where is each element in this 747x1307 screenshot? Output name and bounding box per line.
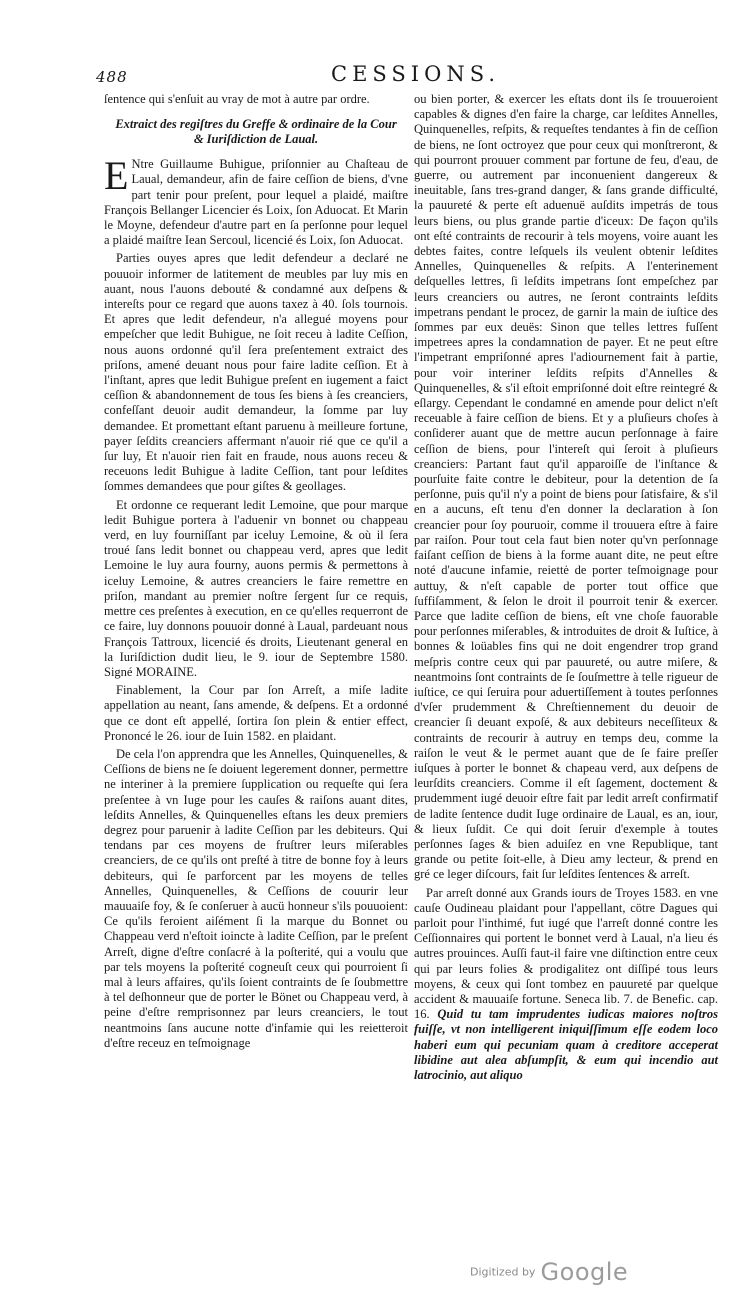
paragraph: Finablement, la Cour par ſon Arreſt, a miſe ladite appellation au neant, ſans amende, & deſpens. Et a ordonné que ce dont eſt appellé, ſortira ſon plein & entier effect, Prononcé le 26. iour de Iuin 1582. en plaidant. (104, 683, 408, 743)
paragraph: Parties ouyes apres que ledit defendeur a declaré ne pouuoir informer de latitement de meubles par luy mis en auant, nous l'auons debouté & condamné aux deſpens & intereſts pour ce regard que auons taxez à 40. ſols tournois. Et apres que ledit defendeur, n'a allegué moyens pour empeſcher que ledit Buhigue, ne ſoit receu à ladite Ceſſion, nous auons ordonné qu'il ſera preſentement extraict des priſons, amené deuant nous pour faire ladite ceſſion. Et à l'inſtant, apres que ledit Buhigue preſent en iugement a faict ceſſion & abandonnement de tous ſes biens à ſes creanciers, confeſſant deuoir audit demandeur, la ſomme par luy demandee. Et promettant eſtant paruenu à meilleure fortune, payer ſeſdits creanciers affermant n'auoir rié que ce qu'il a ſur luy, Et n'auoir rien fait en fraude, nous auons receu & receuons ledit Buhigue à ladite Ceſſion, tant pour leſdites ſommes demandees que pour giſtes & geollages. (104, 251, 408, 494)
latin-quotation: Quid tu tam imprudentes iudicas maiores noſtros fuiſſe, vt non intelligerent iniquiſſimum eſſe eodem loco haberi eum qui pecuniam quam à creditore acceperat libidine aut alea abſumpſit, & eum qui incendio aut latrocinio, aut aliquo (414, 1007, 719, 1082)
google-logo: Google (540, 1258, 629, 1286)
right-column (414, 92, 718, 1086)
page-number: 488 (96, 68, 128, 86)
paragraph: De cela l'on apprendra que les Annelles, Quinquenelles, & Ceſſions de biens ne ſe doiuent legerement donner, permettre ne interiner à la premiere ſupplication ou requeſte qui ſera preſentee à vn Iuge pour les cauſes & raiſons auant dites, leſdits Annelles, & Quinquenelles eſtans les deux premiers degrez pour paruenir à ladite Ceſſion par les debiteurs. Qui tendans par ces moyens de fruſtrer leurs miſerables creanciers, de ce qu'ils ont preſté à titre de bonne foy à leurs debiteurs, qui ſe parforcent par les moyens de telles Annelles, Quinquenelles, & Ceſſions de couurir leur mauuaiſe foy, & ſe conſeruer à aucü honneur s'ils pouuoient: Ce qu'ils feroient aiſément ſi la marque du Bonnet ou Chappeau verd n'eſtoit ioincte à ladite Ceſſion, par le preſent Arreſt, digne d'eſtre conſacré à la poſterité, qui a voulu que par tels moyens la poſterité cogneuſt ceux qui pourroient ſi mal à leurs affaires, qu'ils ſoient contraints de ſe ſoubmettre à tel deſhonneur que de porter le Bönet ou Chappeau verd, à peine d'eſtre remprisonnez par leurs creanciers, le tout neantmoins ſans aucune notte d'infamie qui les reietteroit d'eſtre receuz en teſmoignage (104, 746, 408, 1050)
paragraph-text: Par arreſt donné aux Grands iours de Troyes 1583. en vne cauſe Oudineau plaidant pour l'appellant, cötre Dagues qui parloit pour l'inthimé, fut iugé que l'arreſt donné contre les Ceſſionnaires qui portent le bonnet verd à Laual, n'a lieu és autres prouinces. Auſſi faut-il faire vne diſtinction entre ceux qui par leurs folies & prodigalitez ont diſſipé tous leurs moyens, & ceux qui ſont tombez en pauureté par quelque accident & mauuaiſe fortune. Seneca lib. 7. de Benefic. cap. 16. (414, 885, 718, 1022)
digitized-watermark (470, 1258, 628, 1288)
drop-cap: E (104, 153, 129, 199)
paragraph (414, 886, 718, 1084)
page-header (96, 62, 721, 90)
paragraph-text: Ntre Guillaume Buhigue, priſonnier au Chaſteau de Laual, demandeur, afin de faire ceſſion de biens, d'vne part tenir pour preſent, pour lequel a plaidé, maiſtre François Bellanger Licencier és Loix, ſon Aduocat. Et Marin le Moyne, defendeur d'autre part en ſa perſonne pour lequel a plaidé maiſtre Iean Sercoul, licencié és Loix, ſon Aduocat. (104, 157, 408, 248)
paragraph (104, 153, 408, 248)
section-heading: Extraict des regiſtres du Greffe & ordinaire de la Cour & Iuriſdiction de Laual. (115, 117, 397, 147)
digitized-label: Digitized by (470, 1265, 536, 1279)
carryover-text: ſentence qui s'enſuit au vray de mot à autre par ordre. (104, 92, 370, 106)
running-head: CESSIONS. (331, 62, 501, 86)
paragraph: ou bien porter, & exercer les eſtats dont ils ſe trouueroient capables & dignes d'en faire la charge, car leſdites Annelles, Quinquenelles, reſpits, & requeſtes tendantes à fin de ceſſion de biens, ne ſont octroyez que pour ceux qui monſtreront, & qui pourront prouuer comment par fortune de feu, d'eau, de guerre, ou autrement par inconuenient dangereux & ineuitable, ſans tres-grand danger, & ſans grande difficulté, la pauureté & perte eſt aduenuë auſdits impetrás de tous leurs biens, ou plus grande partie d'iceux: De façon qu'ils ont eſté contraints de recourir à tels moyens, voire auant les debtes faites, contre leſquels ils veulent obtenir leſdites Annelles, Quinquenelles & reſpits. A l'enterinement deſquelles lettres, ſi leſdits impetrans ſont empeſchez par leurs creanciers ou autres, ne ſeront contraints leſdits impetrans pendant le procez, de garnir la main de iuſtice des ſommes par eux deuës: Sinon que telles lettres fuſſent impetrees apres la condamnation de payer. Et ne peut eſtre l'impetrant empriſonné apres l'adiournement fait à partie, pour voir interiner leſdits reſpits d'Annelles & Quinquenelles, & s'il eſtoit empriſonné doit eſtre reintegré & eſlargy. Cependant le condamné en amende pour delict n'eſt receuable à faire ceſſion de biens. Et y a pluſieurs choſes à conſiderer auant que de mettre aucun perſonnage à faire ceſſion de biens, pour l'intereſt qui ſeroit à pluſieurs creanciers: Partant faut qu'il apparoiſſe de l'inſtance & pourſuite faite contre le debiteur, pour la detention de ſa perſonne, puis qu'il n'y a point de biens pour ſatisfaire, & s'il en a aucuns, eſt tenu d'en donner la declaration à ſon creancier pour ſoy pouruoir, comme il trouuera eſtre à faire par raiſon. Pour tout cela faut bien noter qu'vn perſonnage faiſant ceſſion de biens à la forme auant dite, ne peut eſtre noté d'aucune infamie, reiettė de porter teſmoignage pour auttuy, & n'eſt capable de porter tout office que ſuffiſamment, & ſelon le droit il pourroit tenir & exercer. Parce que ladite ceſſion de biens, eſt vne choſe fauorable pour perſonnes miſerables, & introduites de droit & Iuſtice, à bonnes & loüables fins qui ne doit engendrer trop grand meſpris contre ceux qui par pauureté, ou autre miſere, & neantmoins ſont contraints de ſe ſouſmettre à telle rigueur de iuſtice, ce qui ſeruira pour aduertiſſement à toutes perſonnes d'vſer prudemment & Chreſtiennement du deuoir de creancier ſi deuant expoſé, & aux debiteurs neceſſiteux & contraints de recourir à autruy en temps deu, comme la raiſon le veut & le permet auant que de ſe faire preſſer iuſques à porter le bonnet & chapeau verd, aux deſpens de leurſdits creanciers. Comme il eſt ſagement, doctement & prudemment iugé deuoir eſtre fait par ledit arreſt confirmatif de ladite ſentence dudit Iuge ordinaire de Laual, es an, iour, & lieux ſuſdit. Ce qui doit ſeruir d'exemple à toutes perſonnes ſages & bien aduiſez en vne Republique, tant grande ou petite ſoit-elle, à Dieu amy lecteur, & prend en gré ce leger diſcours, fait ſur leſdites ſentences & arreſt. (414, 92, 718, 882)
paragraph: Et ordonne ce requerant ledit Lemoine, que pour marque ledit Buhigue portera à l'aduenir vn bonnet ou chappeau verd, en luy fourniſſant par iceluy Lemoine, & où il ſera troué ſans ledit bonnet ou chappeau verd, apres que ledit Lemoine le luy aura fourny, auons permis & permettons à iceluy Lemoine, & autres creanciers le faire remettre en priſon, mandant au premier noſtre ſergent ſur ce requis, mettre ces preſentes à execution, en ce qu'elles requerront de ce faire, luy donnons pouuoir donné à Laual, pardeuant nous François Tattroux, licencié és droits, Lieutenant general en la Iuriſdiction dudit lieu, le 9. iour de Septembre 1580. Signé MORAINE. (104, 497, 408, 679)
left-column (104, 92, 408, 1054)
